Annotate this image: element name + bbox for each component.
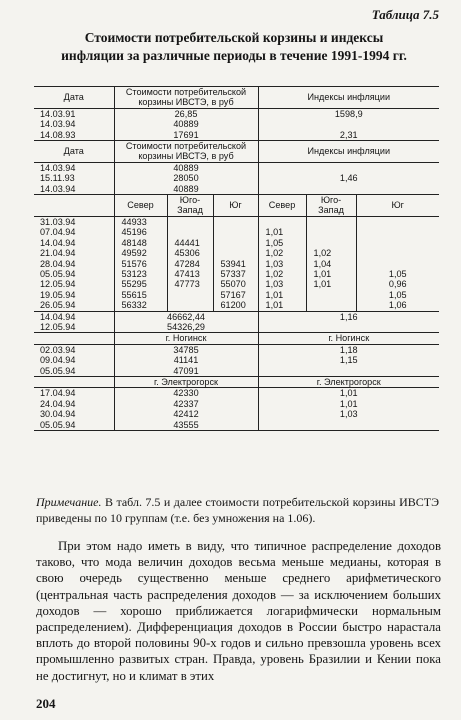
south-index: 1,06: [356, 300, 439, 311]
table-row: [34, 420, 439, 431]
date-cell: 24.04.94: [40, 398, 76, 409]
header-south: Юг: [213, 195, 258, 217]
cost-cell: 40889: [114, 162, 258, 173]
north-index: 1,02: [258, 269, 306, 279]
southwest-index: 1,04: [306, 259, 356, 269]
header-southwest: Юго- Запад: [167, 195, 213, 217]
table-row: [34, 322, 439, 333]
header-inflation: Индексы инфляции: [258, 141, 439, 163]
table-row: [34, 355, 439, 365]
north-index: 1,01: [258, 290, 306, 300]
index-cell: 1,03: [258, 409, 439, 419]
table-row: [34, 366, 439, 377]
date-cell: 07.04.94: [40, 227, 76, 238]
date-cell: 26.05.94: [34, 300, 114, 311]
table-row: [34, 119, 439, 129]
cost-cell: 43555: [114, 420, 258, 431]
southwest-index: [306, 300, 356, 311]
date-cell: 09.04.94: [40, 355, 76, 366]
header-north: Север: [114, 195, 167, 217]
table-title: Стоимости потребительской корзины и индексы инфляции за различные периоды в течение 1991-1994 гг.: [61, 30, 407, 63]
page-number: 204: [36, 696, 56, 711]
table-row: [34, 173, 439, 183]
data-table-body: [34, 87, 439, 431]
index-cell: [258, 119, 439, 129]
body-paragraph: При этом надо иметь в виду, что типичное распределение доходов таково, что мода величин доходов весьма меньше медианы, которая в свою очередь существенно меньше среднего арифметического (центральная часть распределения доходов — за исключением больших доходов — хорошо приближается логарифмически нормальным распределением). Дифференциация доходов в России быстро нарастала вплоть до второй половины 90-х годов и сильно превзошла уровень всех промышленно развитых стран. Правда, уровень Бразилии и Кении пока не достигнут, но и климат в этих: [36, 539, 441, 683]
table-row: [34, 141, 439, 163]
date-cell: 12.05.94: [40, 279, 76, 290]
date-cell: 31.03.94: [40, 216, 76, 227]
table-cell: [34, 195, 114, 217]
index-cell: 1,01: [258, 399, 439, 409]
north-index: 1,01: [258, 300, 306, 311]
city-label: г. Ногинск: [258, 333, 439, 344]
city-label: г. Электрогорск: [258, 376, 439, 387]
south-index: 1,05: [356, 290, 439, 300]
table-note: Примечание. В табл. 7.5 и далее стоимости потребительской корзины ИВСТЭ приведены по 10 группам (т.е. без умножения на 1.06).: [36, 495, 439, 525]
southwest-index: 1,02: [306, 248, 356, 258]
cost-cell: 41141: [114, 355, 258, 365]
cost-cell: 40889: [114, 184, 258, 195]
north-cost: 55615: [114, 290, 167, 300]
date-cell: 14.04.94: [40, 237, 76, 248]
date-cell: 28.04.94: [40, 258, 76, 269]
south-cost: [213, 216, 258, 227]
south-cost: [213, 238, 258, 248]
cost-cell: 42412: [114, 409, 258, 419]
southwest-index: [306, 238, 356, 248]
southwest-cost: 45306: [167, 248, 213, 258]
table-row: [34, 300, 439, 311]
city-label: г. Ногинск: [114, 333, 258, 344]
cost-cell: 47091: [114, 366, 258, 377]
table-row: [34, 388, 439, 399]
city-label: г. Электрогорск: [114, 376, 258, 387]
table-row: [34, 216, 439, 227]
table-row: [34, 108, 439, 119]
index-cell: [258, 184, 439, 195]
southwest-cost: [167, 290, 213, 300]
table-row: [34, 87, 439, 109]
table-row: [34, 399, 439, 409]
index-cell: [258, 162, 439, 173]
southwest-cost: [167, 216, 213, 227]
index-cell: 1,15: [258, 355, 439, 365]
north-index: 1,01: [258, 227, 306, 237]
south-index: 0,96: [356, 279, 439, 289]
south-cost: 57167: [213, 290, 258, 300]
date-cell: 14.03.94: [40, 162, 76, 173]
index-cell: 1,18: [258, 344, 439, 355]
date-cell: 05.05.94: [34, 366, 114, 377]
data-table: [34, 86, 439, 431]
date-cell: 14.03.94: [34, 184, 114, 195]
north-index: [258, 216, 306, 227]
north-index: 1,05: [258, 238, 306, 248]
cost-cell: 54326,29: [114, 322, 258, 333]
table-row: [34, 259, 439, 269]
cost-cell: 42337: [114, 399, 258, 409]
north-cost: 49592: [114, 248, 167, 258]
table-row: [34, 333, 439, 344]
table-row: [34, 376, 439, 387]
south-cost: 55070: [213, 279, 258, 289]
cost-cell: 26,85: [114, 108, 258, 119]
southwest-cost: [167, 227, 213, 237]
date-cell: 21.04.94: [40, 248, 76, 259]
date-cell: 14.03.91: [40, 108, 76, 119]
north-cost: 51576: [114, 259, 167, 269]
south-cost: [213, 248, 258, 258]
date-cell: 02.03.94: [40, 344, 76, 355]
north-index: 1,03: [258, 279, 306, 289]
date-cell: 30.04.94: [40, 409, 76, 420]
southwest-cost: 47773: [167, 279, 213, 289]
north-index: 1,02: [258, 248, 306, 258]
southwest-cost: 44441: [167, 238, 213, 248]
index-cell: [258, 322, 439, 333]
cost-cell: 28050: [114, 173, 258, 183]
index-cell: 1,46: [258, 173, 439, 183]
table-number: Таблица 7.5: [371, 7, 439, 22]
date-cell: 14.04.94: [40, 311, 76, 322]
north-cost: 56332: [114, 300, 167, 311]
header-cost: Стоимости потребительской корзины ИВСТЭ, в руб: [114, 87, 258, 109]
south-cost: 53941: [213, 259, 258, 269]
index-cell: [258, 420, 439, 431]
table-row: [34, 279, 439, 289]
southwest-cost: 47413: [167, 269, 213, 279]
table-row: [34, 162, 439, 173]
southwest-index: 1,01: [306, 269, 356, 279]
table-row: [34, 290, 439, 300]
table-row: [34, 184, 439, 195]
table-row: [34, 227, 439, 237]
date-cell: 19.05.94: [40, 289, 76, 300]
date-cell: 15.11.93: [40, 173, 75, 184]
south-cost: 61200: [213, 300, 258, 311]
date-cell: 17.04.94: [40, 388, 76, 399]
table-cell: [34, 333, 114, 344]
table-cell: [34, 376, 114, 387]
north-cost: 44933: [114, 216, 167, 227]
header-inflation: Индексы инфляции: [258, 87, 439, 109]
header-cost: Стоимости потребительской корзины ИВСТЭ, в руб: [114, 141, 258, 163]
index-cell: 1598,9: [258, 108, 439, 119]
southwest-index: [306, 216, 356, 227]
table-row: [34, 248, 439, 258]
north-cost: 48148: [114, 238, 167, 248]
north-cost: 53123: [114, 269, 167, 279]
date-cell: 14.03.94: [40, 119, 76, 130]
header-southwest-index: Юго- Запад: [306, 195, 356, 217]
southwest-index: 1,01: [306, 279, 356, 289]
header-north-index: Север: [258, 195, 306, 217]
header-date: Дата: [34, 141, 114, 163]
south-index: [356, 227, 439, 237]
north-cost: 45196: [114, 227, 167, 237]
south-index: [356, 248, 439, 258]
index-cell: [258, 366, 439, 377]
south-index: 1,05: [356, 269, 439, 279]
table-row: [34, 344, 439, 355]
south-index: [356, 238, 439, 248]
southwest-cost: [167, 300, 213, 311]
south-index: [356, 216, 439, 227]
header-south-index: Юг: [356, 195, 439, 217]
southwest-cost: 47284: [167, 259, 213, 269]
date-cell: 05.05.94: [34, 420, 114, 431]
index-cell: 1,01: [258, 388, 439, 399]
table-row: [34, 238, 439, 248]
index-cell: 1,16: [258, 311, 439, 322]
cost-cell: 40889: [114, 119, 258, 129]
southwest-index: [306, 227, 356, 237]
south-index: [356, 259, 439, 269]
southwest-index: [306, 290, 356, 300]
south-cost: [213, 227, 258, 237]
header-date: Дата: [34, 87, 114, 109]
cost-cell: 34785: [114, 344, 258, 355]
cost-cell: 46662,44: [114, 311, 258, 322]
table-row: [34, 195, 439, 217]
table-row: [34, 269, 439, 279]
date-cell: 05.05.94: [40, 268, 76, 279]
date-cell: 14.08.93: [34, 130, 114, 141]
north-cost: 55295: [114, 279, 167, 289]
cost-cell: 42330: [114, 388, 258, 399]
date-cell: 12.05.94: [34, 322, 114, 333]
table-row: [34, 130, 439, 141]
north-index: 1,03: [258, 259, 306, 269]
index-cell: 2,31: [258, 130, 439, 141]
cost-cell: 17691: [114, 130, 258, 141]
table-row: [34, 409, 439, 419]
south-cost: 57337: [213, 269, 258, 279]
table-row: [34, 311, 439, 322]
